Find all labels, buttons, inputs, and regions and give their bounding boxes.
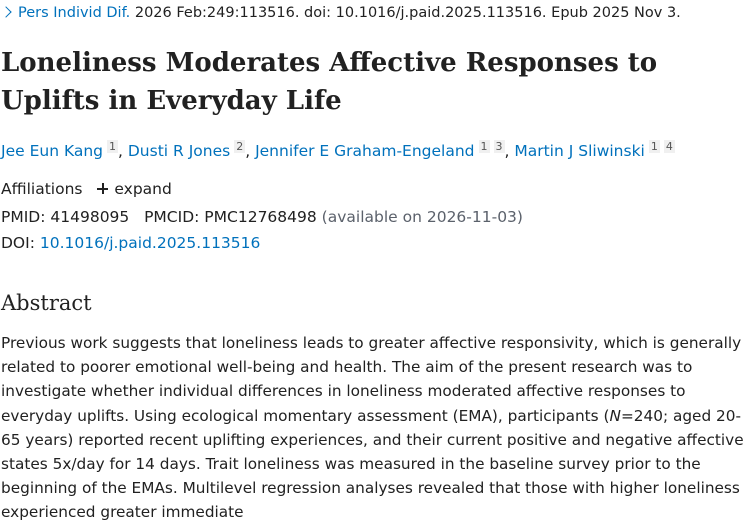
doi-label: DOI: [1, 234, 35, 252]
affiliation-number[interactable]: 2 [236, 140, 244, 153]
abstract-n-italic: N [609, 406, 621, 425]
affiliation-number[interactable]: 1 [109, 140, 116, 153]
pmid-value: 41498095 [50, 208, 130, 226]
author-separator: , [245, 142, 256, 160]
affiliation-number[interactable]: 4 [665, 140, 673, 153]
affiliations-label: Affiliations [1, 180, 83, 198]
pmcid-value: PMC12768498 [204, 208, 317, 226]
affiliation-number[interactable]: 3 [495, 140, 503, 153]
author-link[interactable]: Jee Eun Kang [1, 142, 103, 160]
expand-label: expand [114, 180, 172, 198]
abstract-heading: Abstract [1, 291, 92, 315]
citation-line [2, 3, 681, 23]
journal-link[interactable]: Pers Individ Dif. [18, 5, 131, 21]
abstract-text-part-1: Previous work suggests that loneliness leads to greater affective responsivity, which is generally related to poorer emotional well-being and health. The aim of the present research was to investigate whether individual differences in loneliness moderated affective responses to everyday uplifts. Using ecological momentary assessment (EMA), participants ( [1, 334, 742, 425]
affiliation-number[interactable]: 1 [480, 140, 488, 153]
citation-details: 2026 Feb:249:113516. doi: 10.1016/j.paid.2025.113516. Epub 2025 Nov 3. [134, 5, 681, 21]
abstract-text [1, 331, 749, 525]
abstract-text-part-2: =240; aged 20-65 years) reported recent uplifting experiences, and their current positive and negative affective states 5x/day for 14 days. Trait loneliness was measured in the baseline survey prior to the beginning of the EMAs. Multilevel regression analyses revealed that those with higher loneliness experienced greater immediate [1, 406, 744, 522]
pmc-availability: (available on 2026-11-03) [321, 208, 523, 226]
doi-link[interactable]: 10.1016/j.paid.2025.113516 [39, 234, 261, 252]
doi-row [1, 232, 260, 254]
author-link[interactable]: Jennifer E Graham-Engeland [255, 142, 475, 160]
identifiers-row [1, 206, 523, 228]
author-list [1, 140, 675, 162]
author-separator: , [118, 142, 128, 160]
author-separator: , [504, 142, 515, 160]
author-link[interactable]: Dusti R Jones [127, 142, 231, 160]
author-link[interactable]: Martin J Sliwinski [514, 142, 645, 160]
affiliations-row [1, 178, 172, 200]
plus-icon [97, 183, 108, 194]
pmcid-label: PMCID: [144, 208, 200, 226]
affiliation-number[interactable]: 1 [650, 140, 658, 153]
pmid-label: PMID: [1, 208, 46, 226]
affiliations-expand-button[interactable] [97, 180, 171, 198]
chevron-right-icon[interactable] [0, 6, 11, 17]
article-title: Loneliness Moderates Affective Responses to Uplifts in Everyday Life [1, 48, 658, 116]
